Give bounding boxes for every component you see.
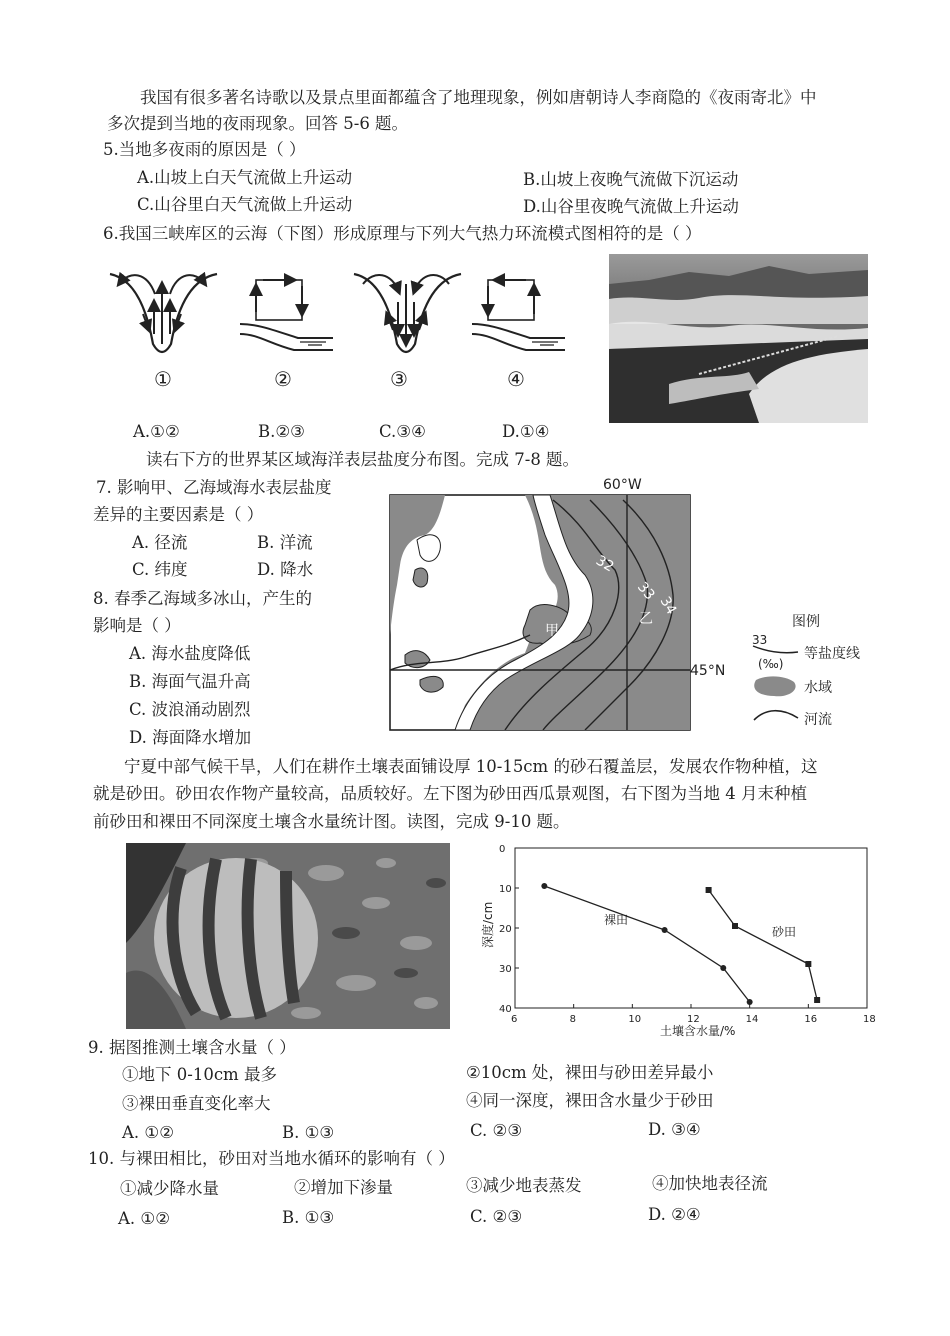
q10-choice-4: ④加快地表径流 <box>652 1174 768 1193</box>
q10-option-d[interactable]: D. ②④ <box>648 1205 701 1224</box>
data-point-sand <box>814 997 820 1003</box>
intro1-line2: 多次提到当地的夜雨现象。回答 5-6 题。 <box>107 114 409 133</box>
q10-stem: 10. 与裸田相比，砂田对当地水循环的影响有（ ） <box>88 1149 455 1168</box>
q6-option-b[interactable]: B.②③ <box>258 422 305 441</box>
isoline-label-34: 34 <box>656 594 680 618</box>
circulation-diagram-2 <box>238 272 338 362</box>
isoline-label-33: 33 <box>633 579 658 604</box>
intro1-line1: 我国有很多著名诗歌以及景点里面都蕴含了地理现象，例如唐朝诗人李商隐的《夜雨寄北》中 <box>140 88 817 107</box>
q9-stem: 9. 据图推测土壤含水量（ ） <box>88 1038 296 1057</box>
q6-option-d[interactable]: D.①④ <box>502 422 550 441</box>
q6-option-c[interactable]: C.③④ <box>379 422 426 441</box>
series-line-sand <box>709 890 818 1000</box>
area-yi: 乙 <box>639 611 653 627</box>
q9-choice-1: ①地下 0-10cm 最多 <box>122 1065 277 1084</box>
map-legend <box>748 608 888 738</box>
watermelon-photo <box>126 843 450 1029</box>
salinity-map <box>385 475 726 735</box>
x-tick-label: 16 <box>804 1014 818 1025</box>
q5-option-b[interactable]: B.山坡上夜晚气流做下沉运动 <box>523 170 739 189</box>
x-tick-label: 8 <box>569 1014 577 1025</box>
intro2: 读右下方的世界某区域海洋表层盐度分布图。完成 7-8 题。 <box>146 450 580 469</box>
y-tick-label: 10 <box>499 884 512 895</box>
circulation-label-3: ③ <box>390 367 408 391</box>
map-lon-label: 60°W <box>603 477 642 493</box>
map-lat-label: 45°N <box>690 663 726 679</box>
circulation-diagram-3 <box>349 264 469 364</box>
q7-option-b[interactable]: B. 洋流 <box>257 533 313 552</box>
circulation-label-2: ② <box>274 367 292 391</box>
data-point-sand <box>732 923 738 929</box>
q7-option-a[interactable]: A. 径流 <box>132 533 188 552</box>
q6-stem: 6.我国三峡库区的云海（下图）形成原理与下列大气热力环流模式图相符的是（ ） <box>103 224 702 243</box>
data-point-sand <box>805 961 811 967</box>
x-tick-label: 10 <box>628 1014 642 1025</box>
data-point-bare <box>541 883 547 889</box>
q8-option-d[interactable]: D. 海面降水增加 <box>129 728 252 747</box>
intro3-line2: 就是砂田。砂田农作物产量较高，品质较好。左下图为砂田西瓜景观图，右下图为当地 4 月末种植 <box>93 784 807 803</box>
intro3-line3: 前砂田和裸田不同深度土壤含水量统计图。读图，完成 9-10 题。 <box>93 812 570 831</box>
series-label-sand: 砂田 <box>772 925 797 939</box>
q8-stem-line2: 影响是（ ） <box>93 616 181 635</box>
data-point-sand <box>706 887 712 893</box>
x-tick-label: 14 <box>745 1014 759 1025</box>
q10-choice-2: ②增加下渗量 <box>294 1178 393 1197</box>
q10-option-b[interactable]: B. ①③ <box>282 1208 335 1227</box>
data-point-bare <box>747 999 753 1005</box>
circulation-diagram-4 <box>470 272 570 362</box>
legend-iso-label: 等盐度线 <box>804 646 860 662</box>
area-jia: 甲 <box>545 623 559 639</box>
y-tick-label: 20 <box>499 924 512 935</box>
q10-choice-1: ①减少降水量 <box>120 1179 219 1198</box>
legend-iso-unit: (‰) <box>758 657 784 671</box>
legend-title: 图例 <box>792 614 820 630</box>
soil-moisture-chart <box>480 838 880 1038</box>
x-tick-label: 18 <box>863 1014 876 1025</box>
q9-choice-4: ④同一深度，裸田含水量少于砂田 <box>466 1091 714 1110</box>
cloud-sea-photo <box>609 254 868 423</box>
q5-option-a[interactable]: A.山坡上白天气流做上升运动 <box>137 168 353 187</box>
circulation-label-4: ④ <box>507 367 525 391</box>
data-point-bare <box>662 927 668 933</box>
q7-option-d[interactable]: D. 降水 <box>257 560 314 579</box>
q5-option-d[interactable]: D.山谷里夜晚气流做上升运动 <box>523 197 739 216</box>
intro3-line1: 宁夏中部气候干旱，人们在耕作土壤表面铺设厚 10-15cm 的砂石覆盖层，发展农作物种植，这 <box>124 757 818 776</box>
q10-option-a[interactable]: A. ①② <box>118 1209 170 1228</box>
q9-choice-3: ③裸田垂直变化率大 <box>122 1094 271 1113</box>
data-point-bare <box>720 965 726 971</box>
circulation-label-1: ① <box>154 367 172 391</box>
chart-xlabel: 土壤含水量/% <box>660 1024 736 1038</box>
q5-option-c[interactable]: C.山谷里白天气流做上升运动 <box>137 195 353 214</box>
chart-ylabel: 深度/cm <box>481 901 495 948</box>
q7-stem-line1: 7. 影响甲、乙海域海水表层盐度 <box>96 478 332 497</box>
x-tick-label: 12 <box>687 1014 700 1025</box>
chart-plot-frame <box>515 848 867 1008</box>
q8-option-c[interactable]: C. 波浪涌动剧烈 <box>129 700 251 719</box>
y-tick-label: 40 <box>499 1004 512 1015</box>
q8-stem-line1: 8. 春季乙海域多冰山，产生的 <box>93 589 312 608</box>
q10-option-c[interactable]: C. ②③ <box>470 1207 523 1226</box>
q8-option-b[interactable]: B. 海面气温升高 <box>129 672 251 691</box>
q9-option-a[interactable]: A. ①② <box>122 1123 174 1142</box>
q9-choice-2: ②10cm 处，裸田与砂田差异最小 <box>466 1063 714 1082</box>
x-tick-label: 6 <box>511 1014 518 1025</box>
legend-iso-sample: 33 <box>752 633 768 647</box>
q6-option-a[interactable]: A.①② <box>133 422 180 441</box>
q8-option-a[interactable]: A. 海水盐度降低 <box>129 644 251 663</box>
y-tick-label: 30 <box>499 964 512 975</box>
q9-option-d[interactable]: D. ③④ <box>648 1120 701 1139</box>
q5-stem: 5.当地多夜雨的原因是（ ） <box>103 140 306 159</box>
legend-water-label: 水域 <box>804 680 832 696</box>
y-tick-label: 0 <box>499 844 506 855</box>
q7-option-c[interactable]: C. 纬度 <box>132 560 188 579</box>
q9-option-c[interactable]: C. ②③ <box>470 1121 523 1140</box>
series-label-bare: 裸田 <box>604 913 629 927</box>
legend-river-label: 河流 <box>804 712 832 728</box>
q9-option-b[interactable]: B. ①③ <box>282 1123 335 1142</box>
q7-stem-line2: 差异的主要因素是（ ） <box>93 505 264 524</box>
isoline-label-32: 32 <box>593 552 617 576</box>
circulation-diagram-1 <box>105 264 225 364</box>
q10-choice-3: ③减少地表蒸发 <box>466 1176 582 1195</box>
